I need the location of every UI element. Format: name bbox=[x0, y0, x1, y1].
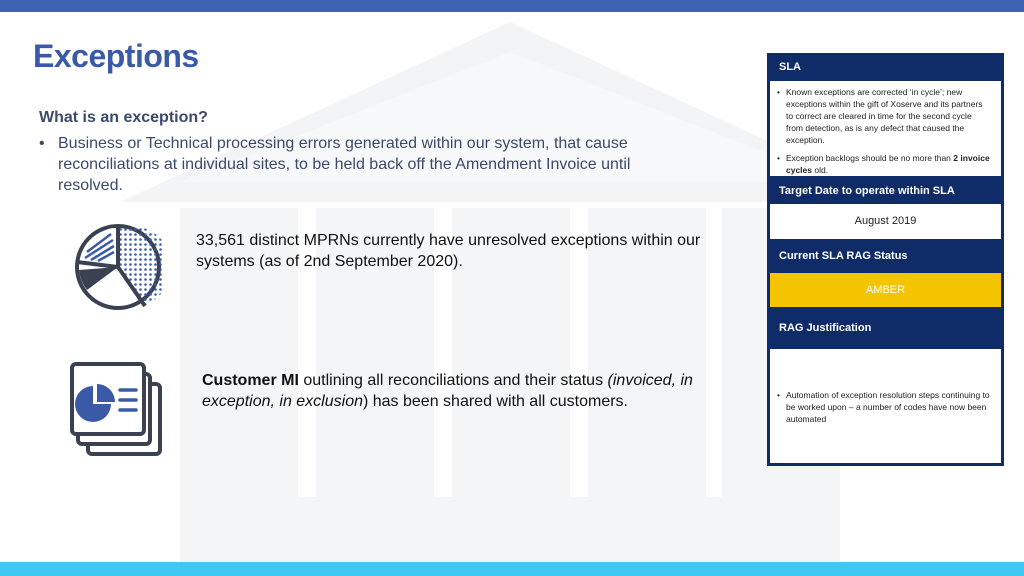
sla-bullet-2-bold-b: invoice cycles bbox=[786, 153, 990, 175]
sla-bullet-2-pre: Exception backlogs should be no more than bbox=[786, 153, 954, 163]
customer-mi-text-2: ) has been shared with all customers. bbox=[362, 393, 628, 410]
question-bullet bbox=[39, 133, 679, 196]
question-bullet-text: Business or Technical processing errors generated within our system, that cause reconciliations at individual sites, to be held back off the Amendment Invoice until resolved. bbox=[58, 135, 631, 194]
rag-justification-text: Automation of exception resolution steps continuing to be worked upon – a number of codes have now been automated bbox=[786, 390, 990, 424]
page-title: Exceptions bbox=[33, 38, 199, 74]
rag-justification-heading: RAG Justification bbox=[779, 322, 872, 334]
sla-bullet-2-bold-a: 2 bbox=[953, 153, 959, 163]
customer-mi-text bbox=[202, 370, 722, 412]
bullet-dot: • bbox=[777, 87, 780, 97]
sla-bullet-2 bbox=[770, 152, 1001, 176]
sla-bullet-1 bbox=[770, 86, 1001, 146]
customer-mi-italic: (invoiced, in exception, in exclusion bbox=[202, 372, 693, 410]
rag-justification-box bbox=[770, 349, 1001, 463]
pie-chart-icon bbox=[73, 222, 163, 312]
bullet-dot: • bbox=[39, 135, 45, 152]
rag-status-badge: AMBER bbox=[770, 273, 1001, 307]
customer-mi-bold: Customer MI bbox=[202, 372, 299, 389]
sla-panel bbox=[767, 53, 1004, 466]
report-icon bbox=[70, 362, 162, 456]
sla-bullet-2-post: old. bbox=[812, 165, 829, 175]
rag-status-heading: Current SLA RAG Status bbox=[779, 250, 908, 262]
sla-bullet-1-text: Known exceptions are corrected ‘in cycle’; new exceptions within the gift of Xoserve and its partners to correct are cleared in time for the second cycle from detection, as is any defect that caused the exception. bbox=[786, 87, 983, 145]
rag-justification-bullet bbox=[770, 389, 1001, 425]
target-date-value: August 2019 bbox=[770, 204, 1001, 239]
top-accent-bar bbox=[0, 0, 1024, 12]
sla-description-box bbox=[770, 81, 1001, 176]
question-heading: What is an exception? bbox=[39, 109, 208, 126]
customer-mi-text-1: outlining all reconciliations and their status bbox=[298, 372, 608, 389]
statistic-text: 33,561 distinct MPRNs currently have unresolved exceptions within our systems (as of 2nd September 2020). bbox=[196, 232, 701, 270]
bottom-accent-bar bbox=[0, 562, 1024, 576]
bullet-dot: • bbox=[777, 390, 780, 400]
sla-heading: SLA bbox=[779, 61, 801, 73]
target-date-heading: Target Date to operate within SLA bbox=[779, 185, 955, 197]
bullet-dot: • bbox=[777, 153, 780, 163]
